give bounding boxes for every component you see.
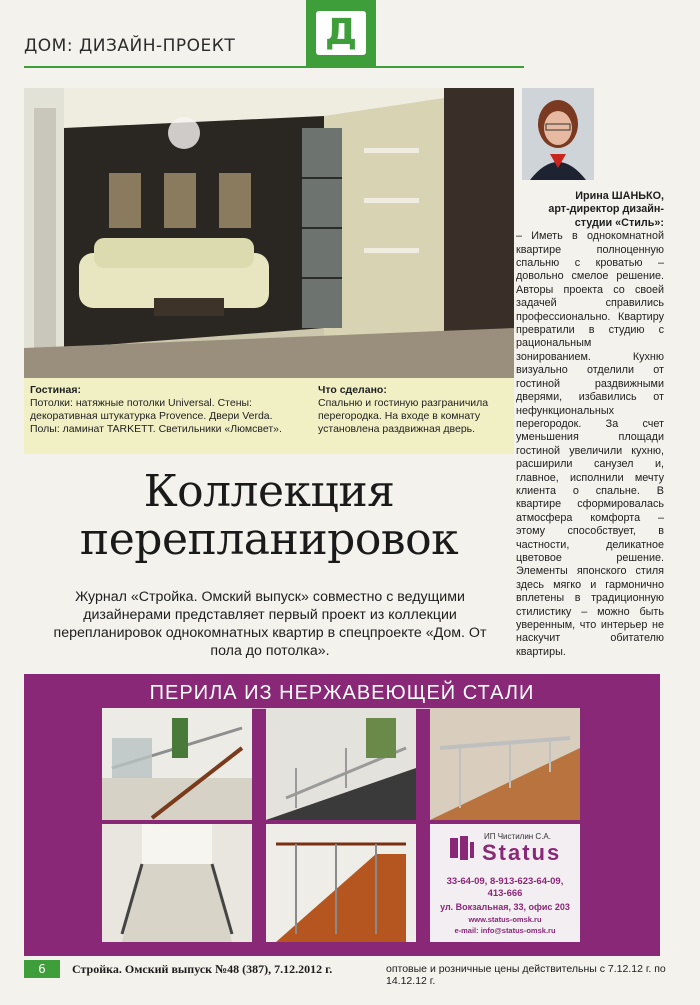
issue-info: Стройка. Омский выпуск №48 (387), 7.12.2012 г. xyxy=(72,962,333,976)
expert-name: Ирина ШАНЬКО, xyxy=(575,190,664,202)
railing-photo-1 xyxy=(102,708,252,820)
company-owner: ИП Чистилин С.А. xyxy=(484,832,551,841)
article-headline xyxy=(24,468,514,564)
railings-advertisement xyxy=(24,674,660,956)
section-badge xyxy=(306,0,376,66)
living-room-photo xyxy=(24,88,514,378)
railing-photo-3 xyxy=(430,708,580,820)
company-website[interactable]: www.status-omsk.ru xyxy=(468,915,542,924)
expert-role: арт-директор дизайн-студии «Стиль»: xyxy=(548,203,664,229)
price-validity-note: оптовые и розничные цены действительны с 7.12.12 г. по 14.12.12 г. xyxy=(386,963,666,987)
done-caption-text: Спальню и гостиную разграничила перегородка. На входе в комнату установлена раздвижная дверь. xyxy=(318,397,489,435)
railing-photo-4 xyxy=(102,824,252,942)
headline-line-2: перепланировок xyxy=(79,514,459,565)
company-address: ул. Вокзальная, 33, офис 203 xyxy=(440,902,570,912)
done-caption xyxy=(318,384,508,436)
company-email[interactable]: e-mail: info@status-omsk.ru xyxy=(454,926,556,935)
header-rule xyxy=(24,66,524,68)
railing-photo-2 xyxy=(266,708,416,820)
company-phone-2: 413-666 xyxy=(487,888,523,899)
railing-photo-5 xyxy=(266,824,416,942)
expert-quote xyxy=(516,190,664,659)
done-caption-title: Что сделано: xyxy=(318,384,387,396)
expert-portrait xyxy=(522,88,594,180)
ad-title: ПЕРИЛА ИЗ НЕРЖАВЕЮЩЕЙ СТАЛИ xyxy=(149,682,535,704)
company-logo-text: Status xyxy=(482,840,562,865)
living-caption-title: Гостиная: xyxy=(30,384,81,396)
article-lead: Журнал «Стройка. Омский выпуск» совместно с ведущими дизайнерами представляет первый проект из коллекции перепланировок однокомнатных квартир в спецпроекте «Дом. От пола до потолка». xyxy=(53,589,487,659)
page-number: 6 xyxy=(24,960,60,978)
status-logo-icon xyxy=(448,834,476,862)
headline-line-1: Коллекция xyxy=(143,466,395,517)
living-room-caption xyxy=(30,384,300,436)
expert-quote-text: – Иметь в однокомнатной квартире полноценную спальню с кроватью – довольно смелое решение. Авторы проекта со своей задачей справились профессионально. Квартиру превратили в студию с рациональным зонированием. Кухню визуально отделили от гостиной раздвижными дверями, избавились от нефункциональных перегородок. За счет уменьшения площади гостиной увеличили кухню, расширили санузел и, главное, исполнили мечту клиента о спальне. В квартире сформировалась атмосфера комфорта – этому способствует, в частности, деликатное цветовое решение. Элементы японского стиля здесь мягко и гармонично вплетены в традиционную стилистику – можно быть уверенным, что интерьер не наскучит обитателю квартиры. xyxy=(516,230,664,658)
section-badge-letter: Д xyxy=(316,11,366,55)
section-title: ДОМ: ДИЗАЙН-ПРОЕКТ xyxy=(24,36,236,56)
company-card xyxy=(430,824,580,942)
living-caption-text: Потолки: натяжные потолки Universal. Стены: декоративная штукатурка Provence. Двери Verda. Полы: ламинат TARKETT. Светильники «Люмсвет». xyxy=(30,397,282,435)
company-phones: 33-64-09, 8-913-623-64-09, xyxy=(446,876,564,887)
